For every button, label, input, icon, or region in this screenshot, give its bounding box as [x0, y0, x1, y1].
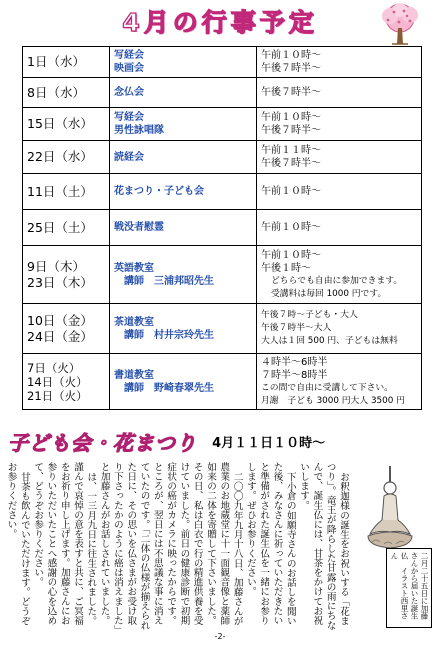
event-cell: 読経会 [110, 141, 257, 174]
event-cell: 書道教室 講師 野崎春翠先生 [110, 354, 257, 410]
cherry-tree-icon [374, 2, 426, 46]
article-paragraph: 甘茶も飲んでいただけます。どうぞお参りください。 [5, 462, 30, 626]
schedule-row [23, 174, 422, 210]
time-cell: 午後７時半～ [257, 78, 422, 108]
date-cell: 9日（木） 23日（木） [23, 246, 110, 304]
page-title: 4月の行事予定 [122, 8, 318, 37]
date-cell: 25日（土） [23, 210, 110, 246]
festival-date: 4月１１日１０時～ [212, 436, 326, 451]
article-paragraph: 下小倉の如願寺さんのお話しを聞いた後、みなさんに祈っていただきたいと準備がされた誕生仏を一緒にお参りします。ぜひお参りください。 [244, 462, 296, 626]
article-paragraph: 二〇〇九年九月十八日、加藤さんが農業のお地蔵堂に十一面観音像と薬師如来の二体を寄贈して下さいました。その日、私は白衣で行の精進供養を受けていました。前日の健康診断で初期症状の癌がカメラに映ったからです。ところが、翌日には不思議な事に消えていたのです。「二体の仏様が揃えられた日に、その思いを仏さまがお受け取り下さったかのように癌は消えました」と加藤さんがお話しされていました。 [98, 462, 243, 630]
date-cell: 1日（水） [23, 47, 110, 78]
time-cell: 午前１０時～ [257, 210, 422, 246]
illustration-caption-box [386, 548, 432, 628]
event-cell: 念仏会 [110, 78, 257, 108]
time-cell: 午前１０時～ 午後１時～ どちらでも自由に参加できます。 受講料は毎回 1000 円です。 [257, 246, 422, 304]
date-cell: 15日（水） [23, 108, 110, 141]
time-cell: 午前１０時～ 午後７時半～ [257, 108, 422, 141]
date-cell: 22日（水） [23, 141, 110, 174]
event-cell: 写経会 映画会 [110, 47, 257, 78]
event-cell: 戦没者慰霊 [110, 210, 257, 246]
date-cell: 7日（火） 14日（火） 21日（火） [23, 354, 110, 410]
schedule-row [23, 246, 422, 304]
time-cell: 午前１０時～ [257, 174, 422, 210]
schedule-row [23, 78, 422, 108]
schedule-row [23, 141, 422, 174]
event-cell: 写経会 男性詠唱隊 [110, 108, 257, 141]
event-cell: 茶道教室 講師 村井宗玲先生 [110, 304, 257, 354]
article-paragraph: は、一三月九日に往生されました。謹んで哀悼の意を表すと共に、ご冥福をお祈り申し上げます。加藤さんにお参りいただいたことへ感謝の心を込めて、どうぞお参りください。 [32, 462, 97, 626]
schedule-row [23, 304, 422, 354]
event-cell: 花まつり・子ども会 [110, 174, 257, 210]
baby-buddha-illustration [360, 462, 420, 562]
date-cell: 10日（金） 24日（金） [23, 304, 110, 354]
schedule-row [23, 108, 422, 141]
time-cell: 午後７時～子ども・大人 午後７時半～大人 大人は１回 500 円、子どもは無料 [257, 304, 422, 354]
event-schedule-table [22, 46, 422, 410]
time-cell: ４時半～6時半 ７時半～8時半 この間で自由に受講して下さい。 月謝 子ども 3000 円大人 3500 円 [257, 354, 422, 410]
date-cell: 8日（水） [23, 78, 110, 108]
time-cell: 午前１１時～ 午後７時半～ [257, 141, 422, 174]
illustration-caption: 二月二十五日に加藤さんから届いた誕生仏 イラスト西里さん [390, 552, 429, 620]
event-cell: 英語教室 講師 三浦邦昭先生 [110, 246, 257, 304]
schedule-row [23, 210, 422, 246]
time-cell: 午前１０時～ 午後７時半～ [257, 47, 422, 78]
date-cell: 11日（土） [23, 174, 110, 210]
festival-article [5, 462, 350, 630]
festival-heading [8, 430, 438, 458]
article-paragraph: お釈迦様の誕生をお祝いする「花まつり」。竜王が降らした甘露の雨にちなんで、誕生仏には、甘茶をかけてお祝いします。 [298, 462, 349, 630]
schedule-row [23, 354, 422, 410]
schedule-row [23, 47, 422, 78]
page-number: -2- [214, 632, 226, 641]
festival-title: 子ども会・花まつり [8, 431, 197, 455]
